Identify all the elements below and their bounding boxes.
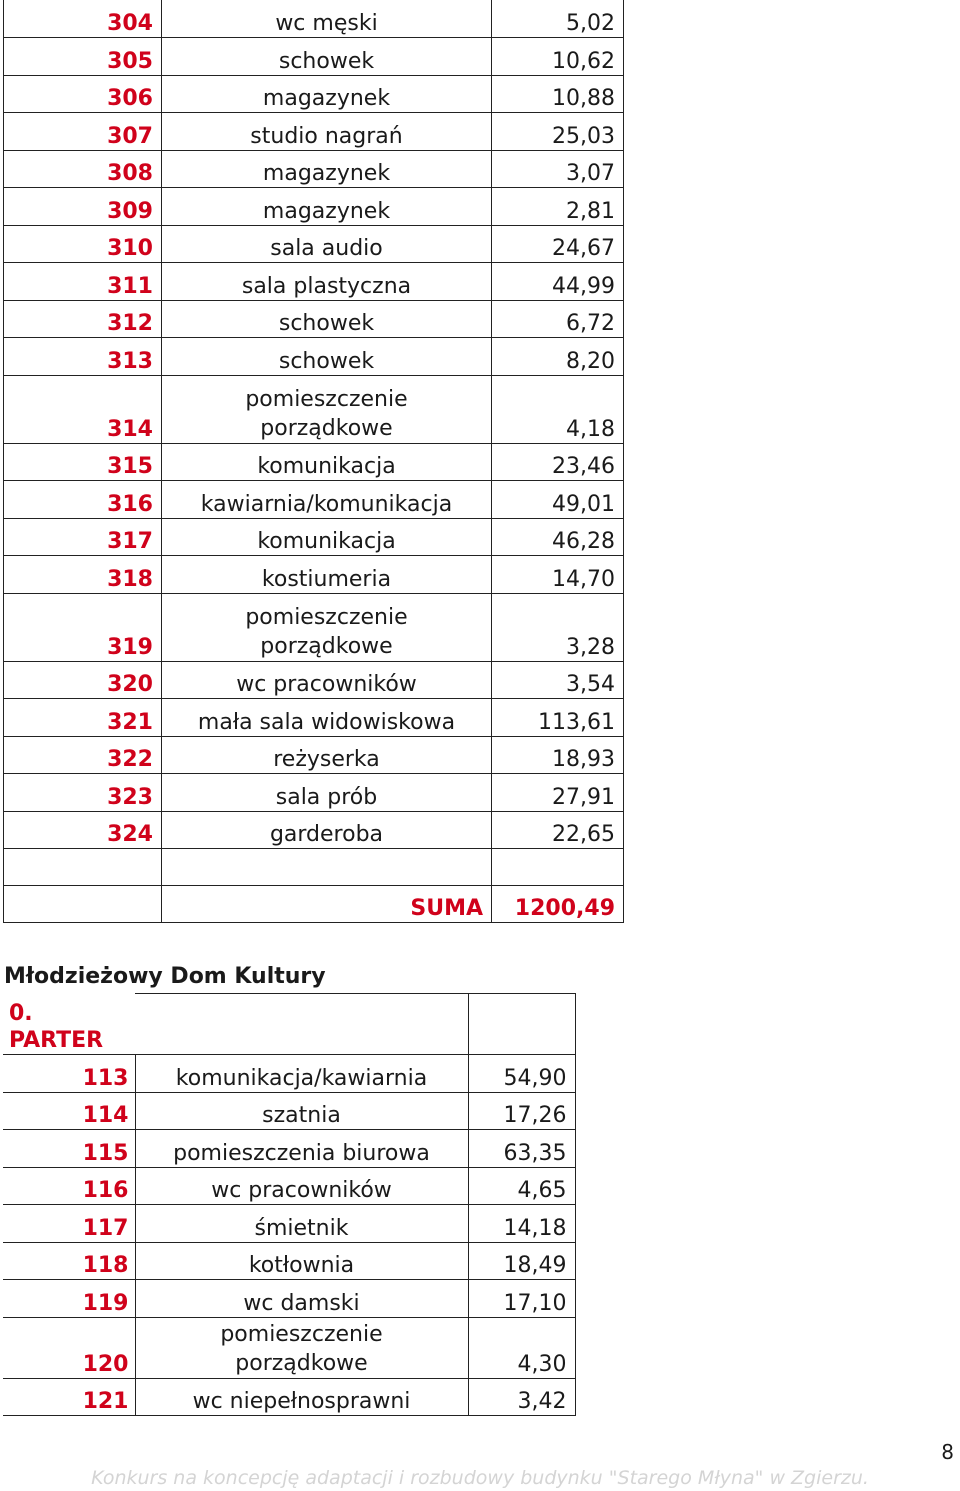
table-row bbox=[4, 556, 624, 594]
room-name: szatnia bbox=[135, 1092, 468, 1130]
room-number: 304 bbox=[4, 0, 162, 38]
table-row bbox=[3, 1205, 575, 1243]
room-name-line: pomieszczenie bbox=[220, 1321, 383, 1347]
room-name: magazynek bbox=[162, 188, 492, 226]
room-area: 54,90 bbox=[468, 1055, 575, 1093]
room-number: 312 bbox=[4, 300, 162, 338]
room-name: śmietnik bbox=[135, 1205, 468, 1243]
room-name: sala audio bbox=[162, 225, 492, 263]
room-name: wc damski bbox=[135, 1280, 468, 1318]
section-title: Młodzieżowy Dom Kultury bbox=[4, 964, 326, 989]
table-row bbox=[4, 0, 624, 38]
room-area: 22,65 bbox=[492, 811, 624, 849]
room-name: wc męski bbox=[162, 0, 492, 38]
room-number: 117 bbox=[3, 1205, 135, 1243]
room-name: sala prób bbox=[162, 774, 492, 812]
room-area: 4,30 bbox=[468, 1317, 575, 1378]
room-area: 46,28 bbox=[492, 518, 624, 556]
page-number: 8 bbox=[941, 1440, 954, 1464]
room-area: 23,46 bbox=[492, 443, 624, 481]
table-row bbox=[4, 736, 624, 774]
room-number: 306 bbox=[4, 75, 162, 113]
table-row bbox=[3, 1280, 575, 1318]
room-number: 318 bbox=[4, 556, 162, 594]
table-row bbox=[4, 75, 624, 113]
room-area: 14,18 bbox=[468, 1205, 575, 1243]
room-number: 119 bbox=[3, 1280, 135, 1318]
room-number: 320 bbox=[4, 661, 162, 699]
room-number: 316 bbox=[4, 481, 162, 519]
room-area: 14,70 bbox=[492, 556, 624, 594]
table-row bbox=[4, 188, 624, 226]
room-number: 305 bbox=[4, 38, 162, 76]
empty-cell bbox=[468, 994, 575, 1055]
room-name-line: porządkowe bbox=[260, 415, 393, 441]
room-number: 324 bbox=[4, 811, 162, 849]
room-name: reżyserka bbox=[162, 736, 492, 774]
level-label bbox=[3, 994, 135, 1055]
table-row bbox=[4, 481, 624, 519]
table-row bbox=[4, 38, 624, 76]
table-row bbox=[4, 375, 624, 443]
table-row bbox=[3, 1378, 575, 1416]
room-number: 317 bbox=[4, 518, 162, 556]
empty-cell bbox=[4, 849, 162, 886]
table-row bbox=[3, 1130, 575, 1168]
level-label-number: 0. bbox=[9, 1001, 33, 1026]
room-name: garderoba bbox=[162, 811, 492, 849]
room-name: pomieszczenia biurowa bbox=[135, 1130, 468, 1168]
level-header-row bbox=[3, 994, 575, 1055]
room-name-line: pomieszczenie bbox=[245, 604, 408, 630]
room-area: 3,54 bbox=[492, 661, 624, 699]
level-label-name: PARTER bbox=[9, 1028, 104, 1053]
room-number: 114 bbox=[3, 1092, 135, 1130]
room-name: kawiarnia/komunikacja bbox=[162, 481, 492, 519]
room-area: 25,03 bbox=[492, 113, 624, 151]
room-area: 5,02 bbox=[492, 0, 624, 38]
table-row bbox=[3, 1167, 575, 1205]
room-number: 307 bbox=[4, 113, 162, 151]
empty-cell bbox=[135, 994, 468, 1055]
room-name: wc pracowników bbox=[135, 1167, 468, 1205]
rooms-table-mdk-parter bbox=[3, 993, 576, 1416]
room-name: schowek bbox=[162, 38, 492, 76]
room-area: 8,20 bbox=[492, 338, 624, 376]
table-row bbox=[4, 518, 624, 556]
sum-value: 1200,49 bbox=[492, 886, 624, 923]
table-row bbox=[4, 774, 624, 812]
empty-cell bbox=[4, 886, 162, 923]
empty-cell bbox=[162, 849, 492, 886]
room-name bbox=[162, 375, 492, 443]
table-row bbox=[4, 150, 624, 188]
room-name bbox=[162, 593, 492, 661]
room-number: 323 bbox=[4, 774, 162, 812]
room-number: 308 bbox=[4, 150, 162, 188]
table-row bbox=[4, 113, 624, 151]
room-name: wc niepełnosprawni bbox=[135, 1378, 468, 1416]
table-row bbox=[4, 661, 624, 699]
room-number: 116 bbox=[3, 1167, 135, 1205]
sum-row bbox=[4, 886, 624, 923]
room-number: 113 bbox=[3, 1055, 135, 1093]
room-number: 309 bbox=[4, 188, 162, 226]
room-number: 319 bbox=[4, 593, 162, 661]
room-area: 113,61 bbox=[492, 699, 624, 737]
room-name: komunikacja bbox=[162, 443, 492, 481]
room-name: magazynek bbox=[162, 150, 492, 188]
empty-cell bbox=[492, 849, 624, 886]
room-name-line: pomieszczenie bbox=[245, 386, 408, 412]
room-name: mała sala widowiskowa bbox=[162, 699, 492, 737]
room-name: schowek bbox=[162, 300, 492, 338]
room-number: 311 bbox=[4, 263, 162, 301]
table-row bbox=[4, 699, 624, 737]
room-number: 321 bbox=[4, 699, 162, 737]
table-row bbox=[4, 300, 624, 338]
room-number: 115 bbox=[3, 1130, 135, 1168]
table-row bbox=[4, 263, 624, 301]
room-area: 3,28 bbox=[492, 593, 624, 661]
room-name: komunikacja/kawiarnia bbox=[135, 1055, 468, 1093]
room-number: 121 bbox=[3, 1378, 135, 1416]
room-name: komunikacja bbox=[162, 518, 492, 556]
room-name: magazynek bbox=[162, 75, 492, 113]
table-row bbox=[4, 811, 624, 849]
room-name-line: porządkowe bbox=[260, 633, 393, 659]
room-area: 10,62 bbox=[492, 38, 624, 76]
room-area: 3,07 bbox=[492, 150, 624, 188]
room-number: 314 bbox=[4, 375, 162, 443]
table-row bbox=[4, 338, 624, 376]
room-area: 10,88 bbox=[492, 75, 624, 113]
room-number: 118 bbox=[3, 1242, 135, 1280]
room-area: 3,42 bbox=[468, 1378, 575, 1416]
room-area: 6,72 bbox=[492, 300, 624, 338]
table-row bbox=[3, 1242, 575, 1280]
room-name: wc pracowników bbox=[162, 661, 492, 699]
sum-label: SUMA bbox=[162, 886, 492, 923]
room-name: schowek bbox=[162, 338, 492, 376]
room-area: 17,10 bbox=[468, 1280, 575, 1318]
room-area: 24,67 bbox=[492, 225, 624, 263]
room-number: 310 bbox=[4, 225, 162, 263]
room-name: studio nagrań bbox=[162, 113, 492, 151]
room-area: 63,35 bbox=[468, 1130, 575, 1168]
room-number: 322 bbox=[4, 736, 162, 774]
table-row bbox=[3, 1317, 575, 1378]
room-name: kostiumeria bbox=[162, 556, 492, 594]
table-row bbox=[3, 1092, 575, 1130]
room-area: 44,99 bbox=[492, 263, 624, 301]
table-row bbox=[3, 1055, 575, 1093]
room-name: sala plastyczna bbox=[162, 263, 492, 301]
room-area: 27,91 bbox=[492, 774, 624, 812]
room-name: kotłownia bbox=[135, 1242, 468, 1280]
room-area: 17,26 bbox=[468, 1092, 575, 1130]
room-name-line: porządkowe bbox=[235, 1350, 368, 1376]
room-area: 49,01 bbox=[492, 481, 624, 519]
table-row bbox=[4, 225, 624, 263]
room-area: 4,18 bbox=[492, 375, 624, 443]
room-number: 315 bbox=[4, 443, 162, 481]
blank-row bbox=[4, 849, 624, 886]
room-area: 4,65 bbox=[468, 1167, 575, 1205]
table-row bbox=[4, 593, 624, 661]
room-area: 18,49 bbox=[468, 1242, 575, 1280]
room-number: 120 bbox=[3, 1317, 135, 1378]
room-area: 18,93 bbox=[492, 736, 624, 774]
footer-text: Konkurs na koncepcję adaptacji i rozbudowy budynku "Starego Młyna" w Zgierzu. bbox=[91, 1467, 869, 1489]
room-area: 2,81 bbox=[492, 188, 624, 226]
table-row bbox=[4, 443, 624, 481]
rooms-table-floor-3 bbox=[3, 0, 624, 923]
room-number: 313 bbox=[4, 338, 162, 376]
room-name bbox=[135, 1317, 468, 1378]
